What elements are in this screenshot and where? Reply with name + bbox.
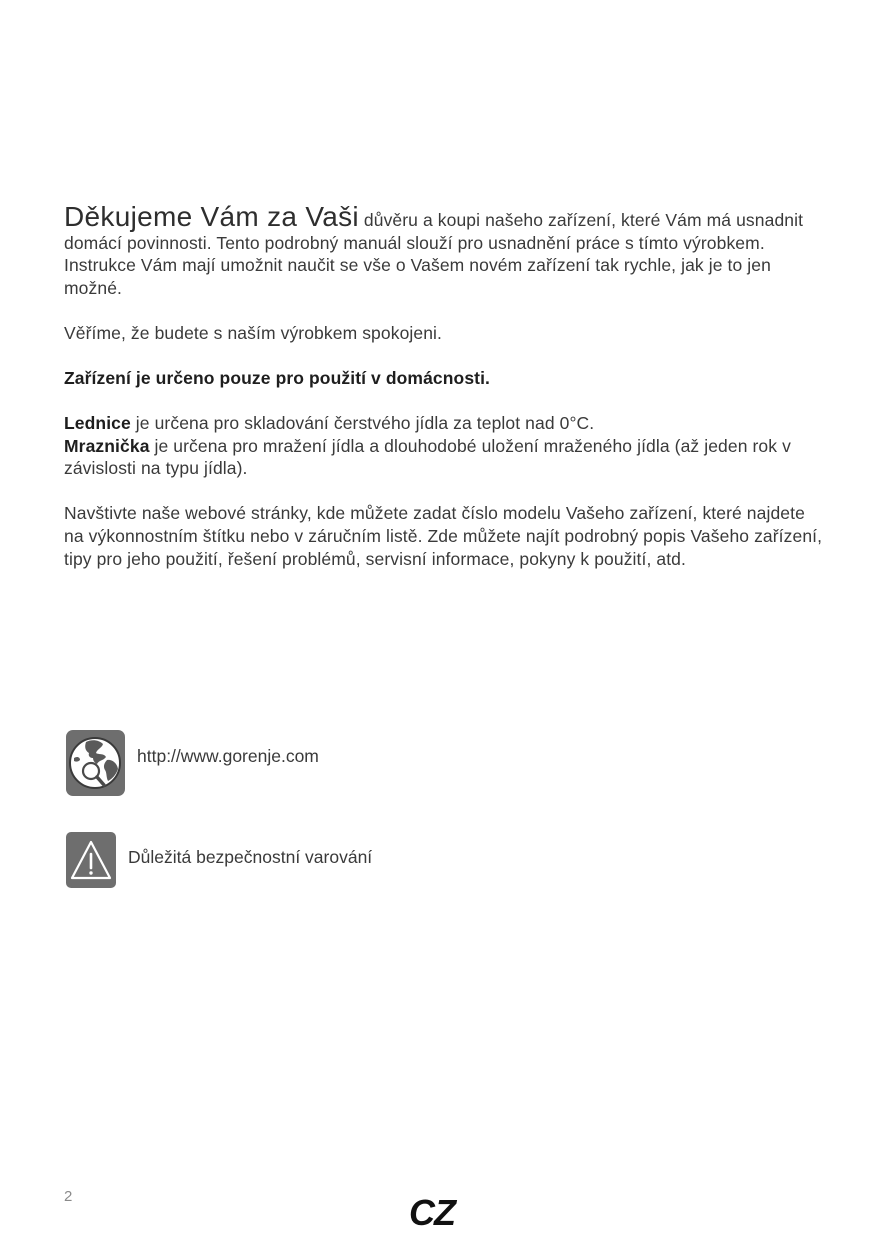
freezer-term: Mraznička xyxy=(64,435,150,456)
website-paragraph: Navštivte naše webové stránky, kde můžete zadat číslo modelu Vašeho zařízení, které najdete na výkonnostním štítku nebo v záručním listě. Zde můžete najít podrobný popis Vašeho zařízení, tipy pro jeho použití, řešení problémů, servisní informace, pokyny k použití, atd. xyxy=(64,503,823,569)
intro-text: důvěru a koupi našeho zařízení, které Vám má usnadnit domácí povinnosti. Tento podrobný manuál slouží pro usnadnění práce s tímto výrobkem. Instrukce Vám mají umožnit naučit se vše o Vašem novém zařízení tak rychle, jak je to jen možné. xyxy=(64,210,804,298)
website-row xyxy=(66,730,319,796)
intro-lead: Děkujeme Vám za Vaši xyxy=(64,201,359,232)
household-notice: Zařízení je určeno pouze pro použití v domácnosti. xyxy=(64,367,491,388)
warning-triangle-icon xyxy=(66,832,116,888)
warning-row xyxy=(66,832,372,888)
intro-paragraph xyxy=(64,201,824,299)
page-number: 2 xyxy=(64,1188,73,1205)
globe-search-icon xyxy=(66,730,125,796)
website-link[interactable]: http://www.gorenje.com xyxy=(137,745,319,766)
warning-label: Důležitá bezpečnostní varování xyxy=(128,846,373,867)
freezer-paragraph xyxy=(64,435,824,480)
main-content xyxy=(64,201,824,570)
satisfaction-text: Věříme, že budete s naším výrobkem spokojeni. xyxy=(64,322,443,343)
language-code: CZ xyxy=(409,1192,455,1233)
fridge-paragraph xyxy=(64,412,824,435)
fridge-term: Lednice xyxy=(64,413,131,434)
fridge-text: je určena pro skladování čerstvého jídla za teplot nad 0°C. xyxy=(130,413,595,434)
freezer-text: je určena pro mražení jídla a dlouhodobé uložení mraženého jídla (až jeden rok v závislosti na typu jídla). xyxy=(64,435,791,479)
